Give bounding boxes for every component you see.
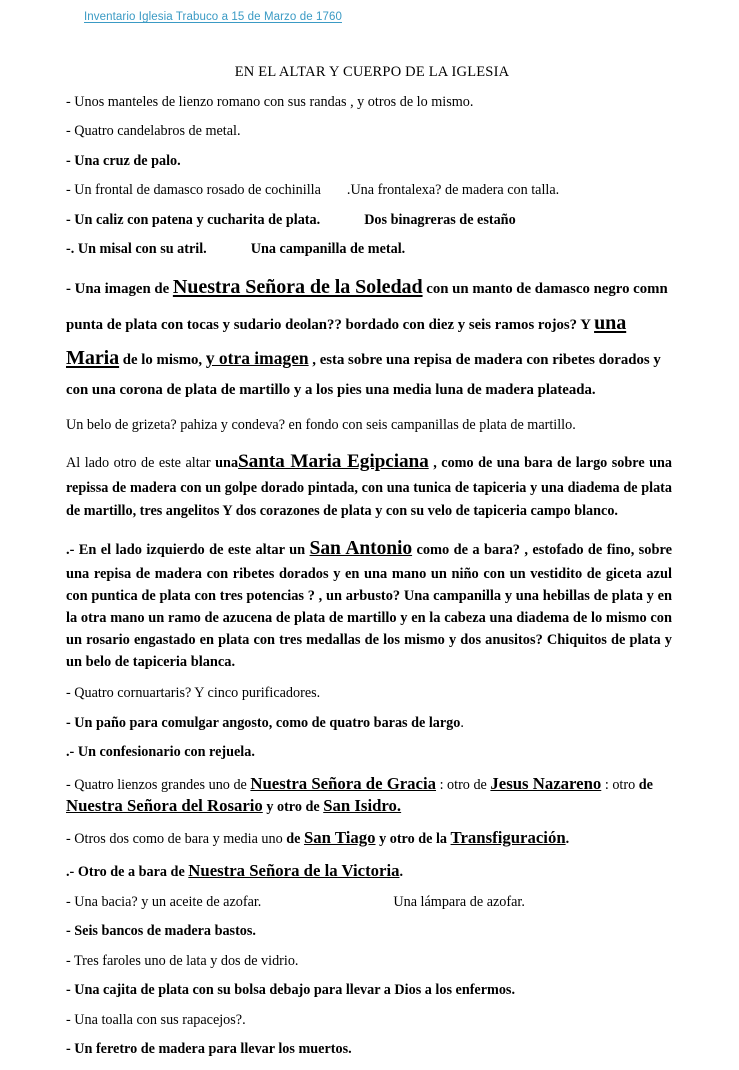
inventory-entry-lienzos xyxy=(66,773,672,817)
entry-text: y otro de xyxy=(262,798,324,815)
entry-text: , esta sobre una repisa de madera con ribetes dorados y con una corona de plata de martillo y a los pies una media luna de madera plateada. xyxy=(66,352,661,399)
document-title-link[interactable]: Inventario Iglesia Trabuco a 15 de Marzo de 1760 xyxy=(84,11,342,23)
inventory-entry-san-antonio xyxy=(66,534,672,673)
image-name-jesus-nazareno: Jesus Nazareno xyxy=(490,773,602,793)
entry-text: - Quatro cornuartaris? Y cinco purificadores. xyxy=(66,685,321,702)
image-name-gracia: Nuestra Señora de Gracia xyxy=(250,773,437,793)
inventory-entry xyxy=(66,181,672,199)
entry-text: - Una cajita de plata con su bolsa debajo para llevar a Dios a los enfermos. xyxy=(66,982,516,999)
entry-text-secondary: Una campanilla de metal. xyxy=(250,241,406,258)
entry-text: - Una cruz de palo. xyxy=(66,152,181,169)
entry-text: - Quatro candelabros de metal. xyxy=(66,123,241,140)
entry-text: .- Un confesionario con rejuela. xyxy=(66,744,255,761)
inventory-entry xyxy=(66,1011,672,1029)
entry-text: - Una toalla con sus rapacejos?. xyxy=(66,1011,246,1028)
entry-text: - Una bacia? y un aceite de azofar. xyxy=(66,893,262,910)
inventory-entry-victoria xyxy=(66,860,672,882)
entry-text: - Quatro lienzos grandes uno de xyxy=(66,776,251,793)
inventory-entry xyxy=(66,684,672,702)
entry-text: una xyxy=(215,454,239,471)
entry-text: de lo mismo, xyxy=(119,352,206,369)
inventory-entry xyxy=(66,893,672,911)
entry-text: - Otros dos como de bara y media uno xyxy=(66,831,287,848)
entry-text-secondary: .Una frontalexa? de madera con talla. xyxy=(346,182,560,199)
entry-text: - Unos manteles de lienzo romano con sus randas , y otros de lo mismo. xyxy=(66,94,474,110)
entry-text-secondary: Una lámpara de azofar. xyxy=(393,893,525,910)
inventory-entry-soledad xyxy=(66,270,672,404)
image-name-egipciana: Santa Maria Egipciana xyxy=(238,450,429,472)
image-name-san-tiago: San Tiago xyxy=(303,828,376,848)
entry-text: de xyxy=(638,776,653,793)
entry-text: -. Un misal con su atril. xyxy=(66,241,207,258)
entry-text: . xyxy=(565,831,570,848)
entry-text: Al lado otro de este altar xyxy=(66,454,216,471)
inventory-entry xyxy=(66,981,672,999)
inventory-entry-otros-dos xyxy=(66,827,672,849)
entry-text: - Un frontal de damasco rosado de cochinilla xyxy=(66,182,321,199)
inventory-entry xyxy=(66,152,672,170)
inventory-entry-egipciana xyxy=(66,446,672,523)
inventory-entry xyxy=(66,1040,672,1058)
section-heading: EN EL ALTAR Y CUERPO DE LA IGLESIA xyxy=(234,64,510,80)
inventory-entry xyxy=(66,122,672,140)
image-name-transfiguracion: Transfiguración xyxy=(450,828,566,848)
entry-text: y otro de la xyxy=(375,831,451,848)
entry-text: Un belo de grizeta? pahiza y condeva? en fondo con seis campanillas de plata de martillo. xyxy=(66,417,576,434)
inventory-entry xyxy=(66,922,672,940)
entry-text: - Tres faroles uno de lata y dos de vidrio. xyxy=(66,952,299,969)
image-name-soledad: Nuestra Señora de la Soledad xyxy=(172,275,423,298)
entry-text: - Un caliz con patena y cucharita de plata. xyxy=(66,211,321,228)
image-name-san-isidro: San Isidro. xyxy=(323,795,402,815)
entry-text: , como de una bara de largo sobre una repissa de madera con un golpe dorado pintada, con una tunica de tapiceria y una diadema de plata de martillo, tres angelitos Y dos corazones de plata y con su velo de tapiceria campo blanco. xyxy=(66,454,672,520)
inventory-entry xyxy=(66,211,672,229)
entry-text: - Seis bancos de madera bastos. xyxy=(66,923,256,940)
inventory-entry xyxy=(66,952,672,970)
image-name-san-antonio: San Antonio xyxy=(309,538,413,560)
entry-text: .- Otro de a bara de xyxy=(66,864,189,881)
inventory-entry xyxy=(66,714,672,732)
entry-text: - Un paño para comulgar angosto, como de quatro baras de largo xyxy=(66,714,461,731)
inventory-entry xyxy=(66,93,672,111)
inventory-entry xyxy=(66,416,672,434)
entry-text: - Una imagen de xyxy=(66,280,173,297)
entry-text: con un manto de damasco negro comn punta de plata con tocas y sudario deolan?? bordado con diez y seis ramos rojos? Y xyxy=(66,280,668,333)
entry-text-secondary: Dos binagreras de estaño xyxy=(364,211,516,228)
entry-text-tail: . xyxy=(460,714,464,731)
entry-text: . xyxy=(399,864,404,881)
image-name-victoria: Nuestra Señora de la Victoria xyxy=(188,861,400,881)
entry-text: : otro xyxy=(601,776,639,793)
inventory-entry xyxy=(66,743,672,761)
entry-text: : otro de xyxy=(436,776,491,793)
entry-text: - Un feretro de madera para llevar los muertos. xyxy=(66,1041,352,1058)
image-name-maria: una Maria xyxy=(66,311,627,370)
entry-text: de xyxy=(286,831,304,848)
document-body xyxy=(66,64,672,1070)
image-name-rosario: Nuestra Señora del Rosario xyxy=(66,795,263,815)
entry-text: .- En el lado izquierdo de este altar un xyxy=(66,542,310,559)
inventory-entry xyxy=(66,240,672,258)
entry-text: como de a bara? , estofado de fino, sobre una repisa de madera con ribetes dorados y en una mano un niño con un vestidito de giceta azul con puntica de plata con tres potencias ? , un arbusto? Una campanilla y una hebillas de plata y en la otra mano un ramo de azucena de plata de martillo y en la cabeza una diadema de lo mismo con un rosario engastado en plata con tres medallas de los mismo y dos anusitos? Chiquitos de plata y un belo de tapiceria blanca. xyxy=(66,542,672,670)
image-name-otra-imagen: y otra imagen xyxy=(205,348,309,369)
